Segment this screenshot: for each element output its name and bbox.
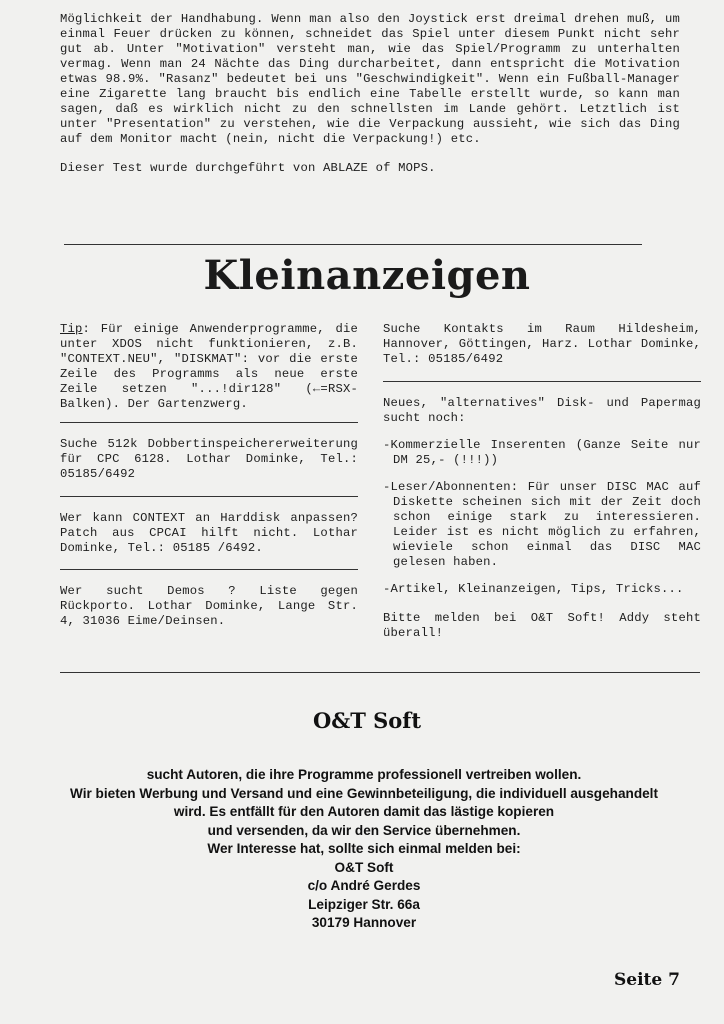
discmag-closing: Bitte melden bei O&T Soft! Addy steht überall! [383,611,701,640]
ot-soft-line: Wir bieten Werbung und Versand und eine Gewinnbeteiligung, die individuell ausgehandelt [70,785,658,801]
discmag-item-articles: -Artikel, Kleinanzeigen, Tips, Tricks... [383,582,684,596]
ot-soft-contact-city: 30179 Hannover [311,915,417,930]
classified-ad-memory-expansion: Suche 512k Dobbertinspeichererweiterung für CPC 6128. Lothar Dominke, Tel.: 05185/6492 [60,437,358,481]
top-divider [64,244,642,245]
classified-ad-contacts: Suche Kontakts im Raum Hildesheim, Hannover, Göttingen, Harz. Lothar Dominke, Tel.: 05185/6492 [383,322,701,366]
ot-soft-contact-person: c/o André Gerdes [307,878,421,893]
test-credit: Dieser Test wurde durchgeführt von ABLAZE of MOPS. [60,161,436,175]
bottom-divider [60,672,700,673]
classified-ad-tip [60,322,358,412]
ot-soft-line: und versenden, da wir den Service übernehmen. [207,822,521,838]
ad-divider [60,422,358,423]
intro-paragraph: Möglichkeit der Handhabung. Wenn man also den Joystick erst dreimal drehen muß, um einmal Feuer drücken zu können, schneidet das Spiel unter diesem Punkt nicht sehr gut ab. Unter "Motivation" versteht man, wie das Spiel/Programm zu unterhalten vermag. Wenn man 24 Nächte das Ding durcharbeitet, dann entspricht die Motivation etwas 98.9%. "Rasanz" bedeutet bei uns "Geschwindigkeit". Wenn ein Fußball-Manager eine Zigarette lang braucht bis endlich eine Tabelle erstellt wurde, so kann man sagen, daß es wirklich nicht zu den schnellsten im Lande gehört. Letztlich ist unter "Presentation" zu verstehen, wie die Verpackung aussieht, wie sich das Ding auf dem Monitor macht (nein, nicht die Verpackung!) etc. [60,12,680,146]
ot-soft-ad-body [14,766,714,933]
tip-label: Tip [60,322,83,336]
classified-ad-demos: Wer sucht Demos ? Liste gegen Rückporto. Lothar Dominke, Lange Str. 4, 31036 Eime/Deinsen. [60,584,358,628]
ot-soft-line: Wer Interesse hat, sollte sich einmal melden bei: [207,841,521,856]
ot-soft-line: sucht Autoren, die ihre Programme professionell vertreiben wollen. [146,767,582,782]
intro-article [60,12,680,176]
ad-divider [60,496,358,497]
ad-divider [383,381,701,382]
discmag-item-readers: -Leser/Abonnenten: Für unser DISC MAC auf Diskette scheinen sich mit der Zeit doch schon einige stark zu interessieren. Leider ist es nicht möglich zu erfahren, wieviele schon einmal das DISC MAC gelesen haben. [383,480,701,569]
ot-soft-line: wird. Es entfällt für den Autoren damit das lästige kopieren [173,804,555,819]
discmag-intro: Neues, "alternatives" Disk- und Papermag sucht noch: [383,396,701,425]
ot-soft-contact-street: Leipziger Str. 66a [308,896,420,912]
page-number: Seite 7 [614,970,680,990]
ot-soft-heading: O&T Soft [312,708,422,733]
classifieds-right-column [383,322,701,641]
section-title: Kleinanzeigen [203,252,531,299]
discmag-item-advertisers: -Kommerzielle Inserenten (Ganze Seite nur DM 25,- (!!!)) [383,438,701,467]
classifieds-left-column [60,322,358,629]
ad-divider [60,569,358,570]
classified-ad-context-harddisk: Wer kann CONTEXT an Harddisk anpassen? Patch aus CPCAI hilft nicht. Lothar Dominke, Tel.: 05185 /6492. [60,511,358,555]
tip-text: : Für einige Anwenderprogramme, die unter XDOS nicht funktionieren, z.B. "CONTEXT.NEU", "DISKMAT": vor die erste Zeile des Programms als neue erste Zeile setzen "...!dir128" (←=RSX-Balken). Der Gartenzwerg. [60,322,358,411]
ot-soft-contact-name: O&T Soft [334,859,394,875]
